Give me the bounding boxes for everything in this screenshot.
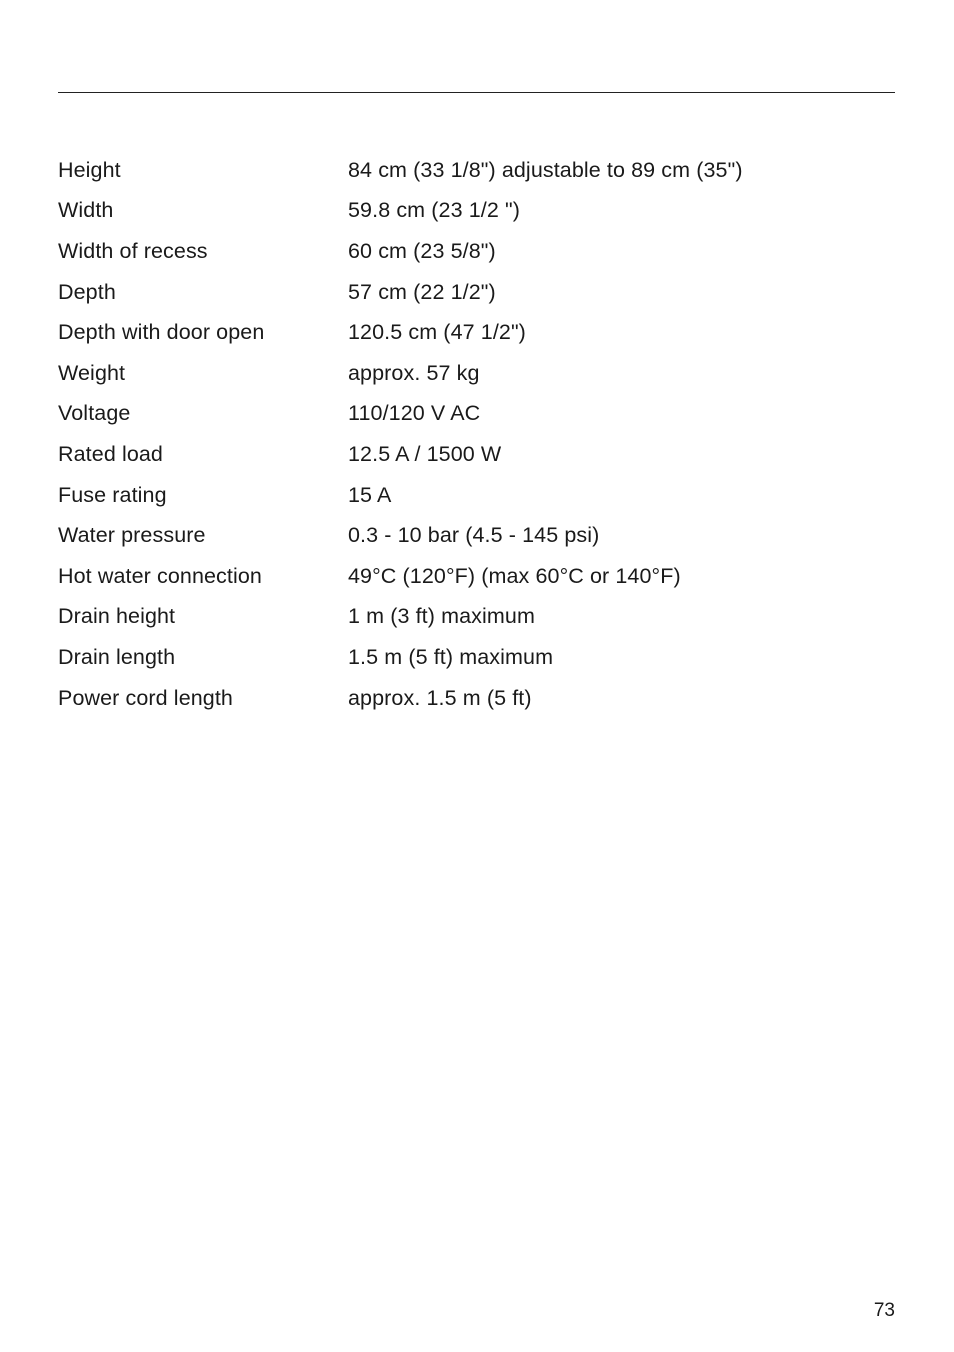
spec-label: Depth [58, 279, 116, 304]
spec-label: Water pressure [58, 523, 206, 548]
spec-value: 120.5 cm (47 1/2") [348, 320, 526, 345]
spec-value: 49°C (120°F) (max 60°C or 140°F) [348, 563, 681, 588]
spec-value: approx. 1.5 m (5 ft) [348, 685, 532, 710]
spec-value: 110/120 V AC [348, 401, 481, 426]
spec-value: 15 A [348, 482, 392, 507]
spec-row-width [58, 191, 895, 232]
spec-row-voltage [58, 394, 895, 435]
technical-data-table [58, 150, 895, 718]
spec-row-drain-height [58, 597, 895, 638]
spec-label: Drain length [58, 644, 176, 669]
spec-label: Width [58, 198, 114, 223]
spec-row-depth [58, 272, 895, 313]
spec-row-depth-door-open [58, 312, 895, 353]
spec-row-height [58, 150, 895, 191]
spec-label: Width of recess [58, 238, 208, 263]
spec-label: Height [58, 157, 121, 182]
spec-row-drain-length [58, 637, 895, 678]
spec-label: Voltage [58, 401, 131, 426]
spec-value: approx. 57 kg [348, 360, 480, 385]
spec-label: Rated load [58, 441, 163, 466]
spec-row-water-pressure [58, 515, 895, 556]
spec-value: 1 m (3 ft) maximum [348, 604, 535, 629]
spec-value: 1.5 m (5 ft) maximum [348, 644, 554, 669]
spec-row-width-of-recess [58, 231, 895, 272]
spec-label: Drain height [58, 604, 176, 629]
spec-row-hot-water-connection [58, 556, 895, 597]
spec-value: 0.3 - 10 bar (4.5 - 145 psi) [348, 523, 600, 548]
spec-value: 84 cm (33 1/8") adjustable to 89 cm (35") [348, 157, 743, 182]
spec-label: Depth with door open [58, 320, 265, 345]
spec-value: 12.5 A / 1500 W [348, 441, 502, 466]
spec-label: Power cord length [58, 685, 233, 710]
header-rule [58, 92, 895, 93]
spec-row-weight [58, 353, 895, 394]
spec-row-rated-load [58, 434, 895, 475]
page-number: 73 [873, 1300, 895, 1321]
spec-label: Hot water connection [58, 563, 262, 588]
spec-value: 57 cm (22 1/2") [348, 279, 496, 304]
spec-row-fuse-rating [58, 475, 895, 516]
spec-row-power-cord-length [58, 678, 895, 719]
spec-value: 59.8 cm (23 1/2 ") [348, 198, 520, 223]
spec-label: Weight [58, 360, 126, 385]
spec-label: Fuse rating [58, 482, 167, 507]
spec-value: 60 cm (23 5/8") [348, 238, 496, 263]
